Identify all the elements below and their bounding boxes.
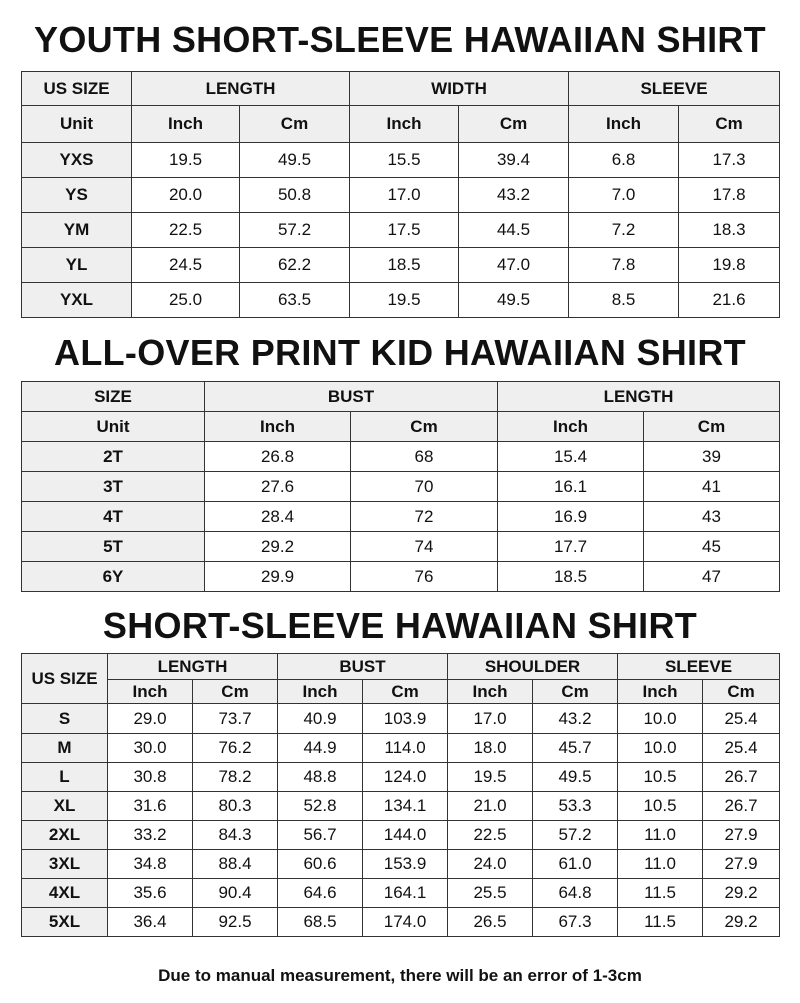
value-cell: 29.2 bbox=[205, 532, 351, 562]
value-cell: 19.5 bbox=[350, 283, 459, 318]
kid-header-row bbox=[22, 382, 780, 412]
value-cell: 25.4 bbox=[703, 704, 780, 734]
unit-cell: Inch bbox=[448, 680, 533, 704]
value-cell: 11.5 bbox=[618, 908, 703, 937]
value-cell: 39.4 bbox=[459, 143, 569, 178]
value-cell: 27.6 bbox=[205, 472, 351, 502]
value-cell: 53.3 bbox=[533, 792, 618, 821]
value-cell: 43.2 bbox=[533, 704, 618, 734]
value-cell: 25.0 bbox=[132, 283, 240, 318]
value-cell: 52.8 bbox=[278, 792, 363, 821]
value-cell: 10.5 bbox=[618, 792, 703, 821]
value-cell: 45 bbox=[644, 532, 780, 562]
header-cell: LENGTH bbox=[498, 382, 780, 412]
value-cell: 18.3 bbox=[679, 213, 780, 248]
value-cell: 103.9 bbox=[363, 704, 448, 734]
value-cell: 41 bbox=[644, 472, 780, 502]
size-cell: 5XL bbox=[22, 908, 108, 937]
size-cell: XL bbox=[22, 792, 108, 821]
unit-cell: Inch bbox=[569, 106, 679, 143]
value-cell: 7.0 bbox=[569, 178, 679, 213]
size-cell: 4XL bbox=[22, 879, 108, 908]
value-cell: 57.2 bbox=[240, 213, 350, 248]
size-cell: 2T bbox=[22, 442, 205, 472]
table-row bbox=[22, 821, 780, 850]
unit-cell: Inch bbox=[278, 680, 363, 704]
value-cell: 29.2 bbox=[703, 908, 780, 937]
header-cell: LENGTH bbox=[108, 654, 278, 680]
value-cell: 88.4 bbox=[193, 850, 278, 879]
value-cell: 49.5 bbox=[459, 283, 569, 318]
header-cell: LENGTH bbox=[132, 72, 350, 106]
value-cell: 27.9 bbox=[703, 850, 780, 879]
table-row bbox=[22, 850, 780, 879]
value-cell: 36.4 bbox=[108, 908, 193, 937]
header-cell: BUST bbox=[278, 654, 448, 680]
unit-cell: Cm bbox=[363, 680, 448, 704]
size-cell: 6Y bbox=[22, 562, 205, 592]
value-cell: 60.6 bbox=[278, 850, 363, 879]
unit-cell: Cm bbox=[644, 412, 780, 442]
unit-cell: Cm bbox=[240, 106, 350, 143]
value-cell: 56.7 bbox=[278, 821, 363, 850]
header-cell: SLEEVE bbox=[618, 654, 780, 680]
value-cell: 10.0 bbox=[618, 734, 703, 763]
value-cell: 43.2 bbox=[459, 178, 569, 213]
value-cell: 25.5 bbox=[448, 879, 533, 908]
value-cell: 19.5 bbox=[448, 763, 533, 792]
value-cell: 73.7 bbox=[193, 704, 278, 734]
value-cell: 16.9 bbox=[498, 502, 644, 532]
value-cell: 18.5 bbox=[350, 248, 459, 283]
value-cell: 17.0 bbox=[350, 178, 459, 213]
size-cell: 4T bbox=[22, 502, 205, 532]
value-cell: 76 bbox=[351, 562, 498, 592]
size-cell: YXS bbox=[22, 143, 132, 178]
value-cell: 18.5 bbox=[498, 562, 644, 592]
value-cell: 10.0 bbox=[618, 704, 703, 734]
table-row bbox=[22, 704, 780, 734]
value-cell: 30.8 bbox=[108, 763, 193, 792]
value-cell: 134.1 bbox=[363, 792, 448, 821]
table-row bbox=[22, 472, 780, 502]
value-cell: 17.8 bbox=[679, 178, 780, 213]
adult-unit-row bbox=[22, 680, 780, 704]
value-cell: 62.2 bbox=[240, 248, 350, 283]
unit-cell: Cm bbox=[703, 680, 780, 704]
table-row bbox=[22, 143, 780, 178]
value-cell: 124.0 bbox=[363, 763, 448, 792]
size-cell: 3T bbox=[22, 472, 205, 502]
header-cell: WIDTH bbox=[350, 72, 569, 106]
value-cell: 44.9 bbox=[278, 734, 363, 763]
value-cell: 25.4 bbox=[703, 734, 780, 763]
table-row bbox=[22, 442, 780, 472]
value-cell: 24.5 bbox=[132, 248, 240, 283]
value-cell: 21.6 bbox=[679, 283, 780, 318]
value-cell: 26.7 bbox=[703, 792, 780, 821]
value-cell: 8.5 bbox=[569, 283, 679, 318]
value-cell: 21.0 bbox=[448, 792, 533, 821]
unit-cell: Cm bbox=[679, 106, 780, 143]
value-cell: 33.2 bbox=[108, 821, 193, 850]
youth-unit-row bbox=[22, 106, 780, 143]
value-cell: 19.5 bbox=[132, 143, 240, 178]
table-row bbox=[22, 283, 780, 318]
size-cell: YL bbox=[22, 248, 132, 283]
size-cell: M bbox=[22, 734, 108, 763]
value-cell: 44.5 bbox=[459, 213, 569, 248]
unit-cell: Inch bbox=[350, 106, 459, 143]
table-row bbox=[22, 178, 780, 213]
value-cell: 30.0 bbox=[108, 734, 193, 763]
value-cell: 49.5 bbox=[240, 143, 350, 178]
value-cell: 19.8 bbox=[679, 248, 780, 283]
value-cell: 68 bbox=[351, 442, 498, 472]
value-cell: 17.3 bbox=[679, 143, 780, 178]
unit-cell: Inch bbox=[108, 680, 193, 704]
value-cell: 72 bbox=[351, 502, 498, 532]
value-cell: 7.2 bbox=[569, 213, 679, 248]
value-cell: 84.3 bbox=[193, 821, 278, 850]
size-cell: YXL bbox=[22, 283, 132, 318]
value-cell: 16.1 bbox=[498, 472, 644, 502]
value-cell: 76.2 bbox=[193, 734, 278, 763]
value-cell: 144.0 bbox=[363, 821, 448, 850]
size-cell: L bbox=[22, 763, 108, 792]
value-cell: 29.0 bbox=[108, 704, 193, 734]
value-cell: 90.4 bbox=[193, 879, 278, 908]
header-cell: BUST bbox=[205, 382, 498, 412]
value-cell: 114.0 bbox=[363, 734, 448, 763]
adult-size-table bbox=[21, 653, 780, 937]
measurement-note: Due to manual measurement, there will be an error of 1-3cm bbox=[158, 966, 642, 985]
header-cell: SLEEVE bbox=[569, 72, 780, 106]
table-row bbox=[22, 532, 780, 562]
value-cell: 17.7 bbox=[498, 532, 644, 562]
value-cell: 15.4 bbox=[498, 442, 644, 472]
table-row bbox=[22, 734, 780, 763]
unit-cell: Inch bbox=[498, 412, 644, 442]
value-cell: 47.0 bbox=[459, 248, 569, 283]
value-cell: 68.5 bbox=[278, 908, 363, 937]
value-cell: 67.3 bbox=[533, 908, 618, 937]
value-cell: 50.8 bbox=[240, 178, 350, 213]
value-cell: 80.3 bbox=[193, 792, 278, 821]
unit-cell: Cm bbox=[533, 680, 618, 704]
unit-cell: Inch bbox=[132, 106, 240, 143]
value-cell: 20.0 bbox=[132, 178, 240, 213]
header-cell: US SIZE bbox=[22, 654, 108, 704]
value-cell: 45.7 bbox=[533, 734, 618, 763]
value-cell: 40.9 bbox=[278, 704, 363, 734]
value-cell: 27.9 bbox=[703, 821, 780, 850]
value-cell: 61.0 bbox=[533, 850, 618, 879]
value-cell: 11.0 bbox=[618, 821, 703, 850]
value-cell: 26.8 bbox=[205, 442, 351, 472]
value-cell: 24.0 bbox=[448, 850, 533, 879]
table-row bbox=[22, 502, 780, 532]
unit-cell: Unit bbox=[22, 106, 132, 143]
value-cell: 28.4 bbox=[205, 502, 351, 532]
value-cell: 64.8 bbox=[533, 879, 618, 908]
value-cell: 26.5 bbox=[448, 908, 533, 937]
size-cell: 3XL bbox=[22, 850, 108, 879]
header-cell: US SIZE bbox=[22, 72, 132, 106]
kid-chart-title: ALL-OVER PRINT KID HAWAIIAN SHIRT bbox=[54, 332, 746, 373]
value-cell: 18.0 bbox=[448, 734, 533, 763]
youth-chart-title: YOUTH SHORT-SLEEVE HAWAIIAN SHIRT bbox=[34, 19, 766, 60]
value-cell: 78.2 bbox=[193, 763, 278, 792]
value-cell: 17.5 bbox=[350, 213, 459, 248]
value-cell: 49.5 bbox=[533, 763, 618, 792]
value-cell: 43 bbox=[644, 502, 780, 532]
value-cell: 48.8 bbox=[278, 763, 363, 792]
unit-cell: Cm bbox=[351, 412, 498, 442]
adult-header-row bbox=[22, 654, 780, 680]
value-cell: 47 bbox=[644, 562, 780, 592]
youth-size-table bbox=[21, 71, 780, 318]
value-cell: 57.2 bbox=[533, 821, 618, 850]
size-cell: YS bbox=[22, 178, 132, 213]
value-cell: 26.7 bbox=[703, 763, 780, 792]
value-cell: 11.0 bbox=[618, 850, 703, 879]
youth-header-row bbox=[22, 72, 780, 106]
kid-unit-row bbox=[22, 412, 780, 442]
table-row bbox=[22, 763, 780, 792]
unit-cell: Inch bbox=[205, 412, 351, 442]
unit-cell: Cm bbox=[459, 106, 569, 143]
value-cell: 10.5 bbox=[618, 763, 703, 792]
value-cell: 39 bbox=[644, 442, 780, 472]
table-row bbox=[22, 908, 780, 937]
value-cell: 22.5 bbox=[132, 213, 240, 248]
value-cell: 15.5 bbox=[350, 143, 459, 178]
value-cell: 164.1 bbox=[363, 879, 448, 908]
table-row bbox=[22, 879, 780, 908]
kid-size-table bbox=[21, 381, 780, 592]
value-cell: 74 bbox=[351, 532, 498, 562]
value-cell: 174.0 bbox=[363, 908, 448, 937]
value-cell: 29.2 bbox=[703, 879, 780, 908]
size-cell: S bbox=[22, 704, 108, 734]
unit-cell: Inch bbox=[618, 680, 703, 704]
header-cell: SHOULDER bbox=[448, 654, 618, 680]
value-cell: 7.8 bbox=[569, 248, 679, 283]
value-cell: 31.6 bbox=[108, 792, 193, 821]
size-cell: YM bbox=[22, 213, 132, 248]
value-cell: 22.5 bbox=[448, 821, 533, 850]
unit-cell: Unit bbox=[22, 412, 205, 442]
table-row bbox=[22, 248, 780, 283]
size-cell: 5T bbox=[22, 532, 205, 562]
table-row bbox=[22, 792, 780, 821]
value-cell: 35.6 bbox=[108, 879, 193, 908]
table-row bbox=[22, 213, 780, 248]
value-cell: 63.5 bbox=[240, 283, 350, 318]
value-cell: 11.5 bbox=[618, 879, 703, 908]
unit-cell: Cm bbox=[193, 680, 278, 704]
value-cell: 6.8 bbox=[569, 143, 679, 178]
value-cell: 29.9 bbox=[205, 562, 351, 592]
table-row bbox=[22, 562, 780, 592]
header-cell: SIZE bbox=[22, 382, 205, 412]
value-cell: 34.8 bbox=[108, 850, 193, 879]
value-cell: 70 bbox=[351, 472, 498, 502]
adult-chart-title: SHORT-SLEEVE HAWAIIAN SHIRT bbox=[102, 605, 698, 646]
value-cell: 153.9 bbox=[363, 850, 448, 879]
size-cell: 2XL bbox=[22, 821, 108, 850]
value-cell: 92.5 bbox=[193, 908, 278, 937]
value-cell: 64.6 bbox=[278, 879, 363, 908]
value-cell: 17.0 bbox=[448, 704, 533, 734]
